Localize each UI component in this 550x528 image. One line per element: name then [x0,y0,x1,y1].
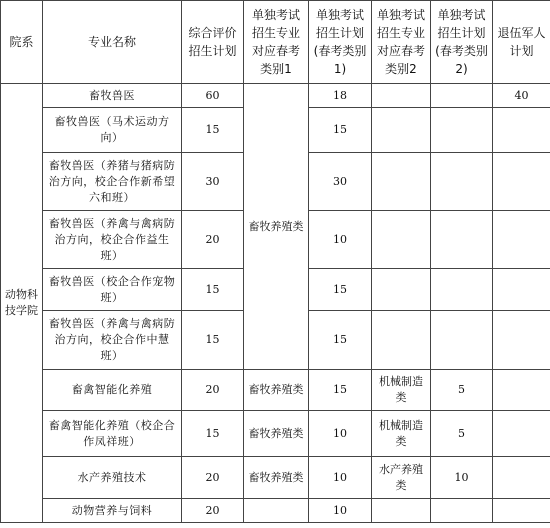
major-cell: 畜牧兽医（马术运动方向） [43,108,182,153]
plan1-cell: 30 [309,153,372,211]
veteran-cell [493,108,550,153]
cat1-cell [244,499,309,523]
plan2-cell: 5 [431,370,493,411]
major-cell: 畜牧兽医（养禽与禽病防治方向，校企合作益生班） [43,211,182,269]
table-row [1,457,550,499]
plan1-cell: 18 [309,84,372,108]
table-row [1,411,550,457]
plan1-cell: 10 [309,211,372,269]
table-row [1,370,550,411]
plan2-cell [431,311,493,370]
plan2-cell [431,499,493,523]
cat1-cell: 畜牧养殖类 [244,457,309,499]
plan2-cell [431,211,493,269]
veteran-cell [493,411,550,457]
veteran-cell [493,153,550,211]
table-row [1,499,550,523]
veteran-cell [493,269,550,311]
major-cell: 水产养殖技术 [43,457,182,499]
plan1-cell: 15 [309,269,372,311]
plan-cell: 20 [182,370,244,411]
cat2-cell [372,499,431,523]
plan-cell: 60 [182,84,244,108]
plan-cell: 20 [182,211,244,269]
plan2-cell: 10 [431,457,493,499]
cat1-cell: 畜牧养殖类 [244,370,309,411]
header-spring-cat1: 单独考试招生专业对应春考类别1 [244,1,309,84]
plan1-cell: 15 [309,311,372,370]
veteran-cell [493,499,550,523]
header-plan: 综合评价招生计划 [182,1,244,84]
major-cell: 畜禽智能化养殖（校企合作凤祥班） [43,411,182,457]
plan2-cell: 5 [431,411,493,457]
veteran-cell: 40 [493,84,550,108]
plan1-cell: 10 [309,411,372,457]
header-plan1: 单独考试招生计划(春考类别1) [309,1,372,84]
plan2-cell [431,153,493,211]
cat2-cell [372,211,431,269]
cat2-cell: 水产养殖类 [372,457,431,499]
plan1-cell: 10 [309,499,372,523]
major-cell: 畜牧兽医（养猪与猪病防治方向，校企合作新希望六和班） [43,153,182,211]
major-cell: 畜牧兽医（养禽与禽病防治方向，校企合作中慧班） [43,311,182,370]
major-cell: 动物营养与饲料 [43,499,182,523]
plan-cell: 15 [182,108,244,153]
header-plan2: 单独考试招生计划(春考类别2) [431,1,493,84]
plan1-cell: 10 [309,457,372,499]
cat2-cell [372,311,431,370]
plan-cell: 15 [182,269,244,311]
plan1-cell: 15 [309,108,372,153]
veteran-cell [493,370,550,411]
major-cell: 畜禽智能化养殖 [43,370,182,411]
cat2-cell [372,153,431,211]
cat2-cell [372,108,431,153]
major-cell: 畜牧兽医（校企合作宠物班） [43,269,182,311]
dept-cell: 动物科技学院 [1,84,43,523]
plan-cell: 15 [182,411,244,457]
cat2-cell [372,84,431,108]
header-major: 专业名称 [43,1,182,84]
plan2-cell [431,84,493,108]
header-dept: 院系 [1,1,43,84]
plan-cell: 15 [182,311,244,370]
major-cell: 畜牧兽医 [43,84,182,108]
cat2-cell: 机械制造类 [372,370,431,411]
cat2-cell: 机械制造类 [372,411,431,457]
header-spring-cat2: 单独考试招生专业对应春考类别2 [372,1,431,84]
plan2-cell [431,269,493,311]
veteran-cell [493,311,550,370]
plan2-cell [431,108,493,153]
plan-cell: 20 [182,499,244,523]
spring-cat1-merged-cell: 畜牧养殖类 [244,84,309,370]
veteran-cell [493,211,550,269]
header-veteran: 退伍军人计划 [493,1,550,84]
table-row [1,84,550,108]
cat1-cell: 畜牧养殖类 [244,411,309,457]
veteran-cell [493,457,550,499]
plan-cell: 30 [182,153,244,211]
plan-cell: 20 [182,457,244,499]
header-row [1,1,550,84]
plan1-cell: 15 [309,370,372,411]
cat2-cell [372,269,431,311]
